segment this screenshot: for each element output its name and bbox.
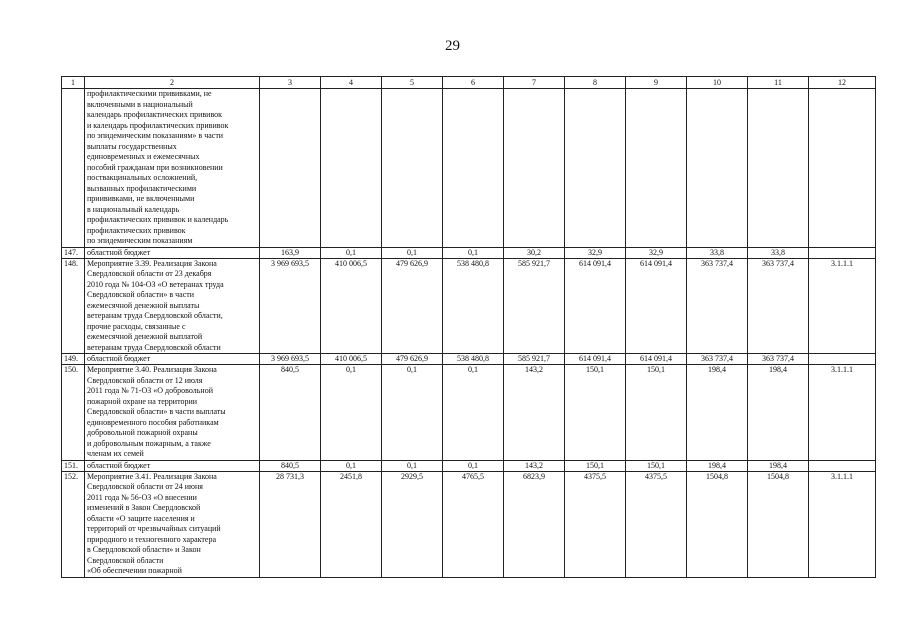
value-cell	[321, 89, 382, 248]
value-cell: 150,1	[626, 460, 687, 471]
header-row	[62, 77, 876, 89]
value-cell: 33,8	[748, 247, 809, 258]
header-cell: 6	[443, 77, 504, 89]
value-cell: 198,4	[748, 460, 809, 471]
header-cell: 3	[260, 77, 321, 89]
value-cell: 363 737,4	[748, 258, 809, 354]
value-cell: 3 969 693,5	[260, 258, 321, 354]
table-row	[62, 471, 876, 577]
value-cell: 198,4	[748, 365, 809, 461]
value-cell: 0,1	[321, 460, 382, 471]
value-cell	[748, 89, 809, 248]
target-code-cell	[809, 247, 876, 258]
value-cell: 0,1	[443, 365, 504, 461]
value-cell: 163,9	[260, 247, 321, 258]
value-cell: 33,8	[687, 247, 748, 258]
target-code-cell: 3.1.1.1	[809, 258, 876, 354]
value-cell: 363 737,4	[748, 354, 809, 365]
value-cell: 840,5	[260, 365, 321, 461]
target-code-cell: 3.1.1.1	[809, 365, 876, 461]
budget-row	[62, 247, 876, 258]
description-cell: профилактическими прививками, не включенными в национальный календарь профилактических прививок и календарь профилактических прививок по эпидемическим показаниям» в части выплаты государственных единовременных и ежемесячных пособий гражданам при возникновении поствакцинальных осложнений, вызванных профилактическими приививками, не включенными в национальный календарь профилактических прививок и календарь профилактических прививок по эпидемическим показаниям	[85, 89, 260, 248]
header-cell: 5	[382, 77, 443, 89]
value-cell: 840,5	[260, 460, 321, 471]
value-cell: 4765,5	[443, 471, 504, 577]
row-number-cell: 147.	[62, 247, 85, 258]
value-cell: 150,1	[626, 365, 687, 461]
value-cell: 614 091,4	[565, 258, 626, 354]
value-cell: 363 737,4	[687, 258, 748, 354]
value-cell: 410 006,5	[321, 354, 382, 365]
row-number-cell: 149.	[62, 354, 85, 365]
table-row	[62, 89, 876, 248]
value-cell: 538 480,8	[443, 354, 504, 365]
value-cell: 1504,8	[748, 471, 809, 577]
page-number: 29	[445, 38, 460, 54]
value-cell: 479 626,9	[382, 354, 443, 365]
value-cell	[504, 89, 565, 248]
value-cell: 6823,9	[504, 471, 565, 577]
value-cell: 585 921,7	[504, 258, 565, 354]
value-cell: 32,9	[626, 247, 687, 258]
value-cell: 614 091,4	[565, 354, 626, 365]
description-cell: Мероприятие 3.39. Реализация Закона Свердловской области от 23 декабря 2010 года № 104-ОЗ «О ветеранах труда Свердловской области» в части ежемесячной денежной выплаты ветеранам труда Свердловской области, прочие расходы, связанные с ежемесячной денежной выплатой ветеранам труда Свердловской области	[85, 258, 260, 354]
header-cell: 9	[626, 77, 687, 89]
value-cell: 4375,5	[565, 471, 626, 577]
value-cell: 2929,5	[382, 471, 443, 577]
header-cell: 8	[565, 77, 626, 89]
description-cell: Мероприятие 3.41. Реализация Закона Свердловской области от 24 июня 2011 года № 56-ОЗ «О внесении изменений в Закон Свердловской области «О защите населения и территорий от чрезвычайных ситуаций природного и техногенного характера в Свердловской области» и Закон Свердловской области «Об обеспечении пожарной	[85, 471, 260, 577]
description-cell: Мероприятие 3.40. Реализация Закона Свердловской области от 12 июля 2011 года № 71-ОЗ «О добровольной пожарной охране на территории Свердловской области» в части выплаты единовременного пособия работникам добровольной пожарной охраны и добровольным пожарным, а также членам их семей	[85, 365, 260, 461]
target-code-cell	[809, 460, 876, 471]
value-cell	[626, 89, 687, 248]
value-cell	[260, 89, 321, 248]
target-code-cell	[809, 89, 876, 248]
header-cell: 10	[687, 77, 748, 89]
header-cell: 11	[748, 77, 809, 89]
header-cell: 12	[809, 77, 876, 89]
value-cell	[687, 89, 748, 248]
row-number-cell: 151.	[62, 460, 85, 471]
value-cell: 143,2	[504, 365, 565, 461]
value-cell: 0,1	[382, 460, 443, 471]
row-number-cell: 148.	[62, 258, 85, 354]
value-cell: 538 480,8	[443, 258, 504, 354]
value-cell: 585 921,7	[504, 354, 565, 365]
value-cell: 363 737,4	[687, 354, 748, 365]
value-cell: 0,1	[443, 460, 504, 471]
value-cell: 2451,8	[321, 471, 382, 577]
value-cell	[565, 89, 626, 248]
value-cell: 1504,8	[687, 471, 748, 577]
value-cell	[443, 89, 504, 248]
value-cell	[382, 89, 443, 248]
value-cell: 150,1	[565, 365, 626, 461]
budget-row	[62, 354, 876, 365]
header-cell: 7	[504, 77, 565, 89]
value-cell: 143,2	[504, 460, 565, 471]
header-cell: 1	[62, 77, 85, 89]
value-cell: 3 969 693,5	[260, 354, 321, 365]
value-cell: 410 006,5	[321, 258, 382, 354]
value-cell: 0,1	[321, 365, 382, 461]
target-code-cell: 3.1.1.1	[809, 471, 876, 577]
value-cell: 150,1	[565, 460, 626, 471]
value-cell: 28 731,3	[260, 471, 321, 577]
value-cell: 614 091,4	[626, 258, 687, 354]
value-cell: 0,1	[443, 247, 504, 258]
description-cell: областной бюджет	[85, 247, 260, 258]
header-cell: 2	[85, 77, 260, 89]
value-cell: 0,1	[382, 247, 443, 258]
table-row	[62, 365, 876, 461]
value-cell: 198,4	[687, 365, 748, 461]
target-code-cell	[809, 354, 876, 365]
value-cell: 614 091,4	[626, 354, 687, 365]
value-cell: 30,2	[504, 247, 565, 258]
value-cell: 479 626,9	[382, 258, 443, 354]
row-number-cell: 152.	[62, 471, 85, 577]
value-cell: 0,1	[321, 247, 382, 258]
description-cell: областной бюджет	[85, 460, 260, 471]
description-cell: областной бюджет	[85, 354, 260, 365]
budget-row	[62, 460, 876, 471]
program-table	[61, 76, 876, 578]
row-number-cell: 150.	[62, 365, 85, 461]
value-cell: 198,4	[687, 460, 748, 471]
value-cell: 32,9	[565, 247, 626, 258]
header-cell: 4	[321, 77, 382, 89]
value-cell: 0,1	[382, 365, 443, 461]
row-number-cell	[62, 89, 85, 248]
value-cell: 4375,5	[626, 471, 687, 577]
table-row	[62, 258, 876, 354]
